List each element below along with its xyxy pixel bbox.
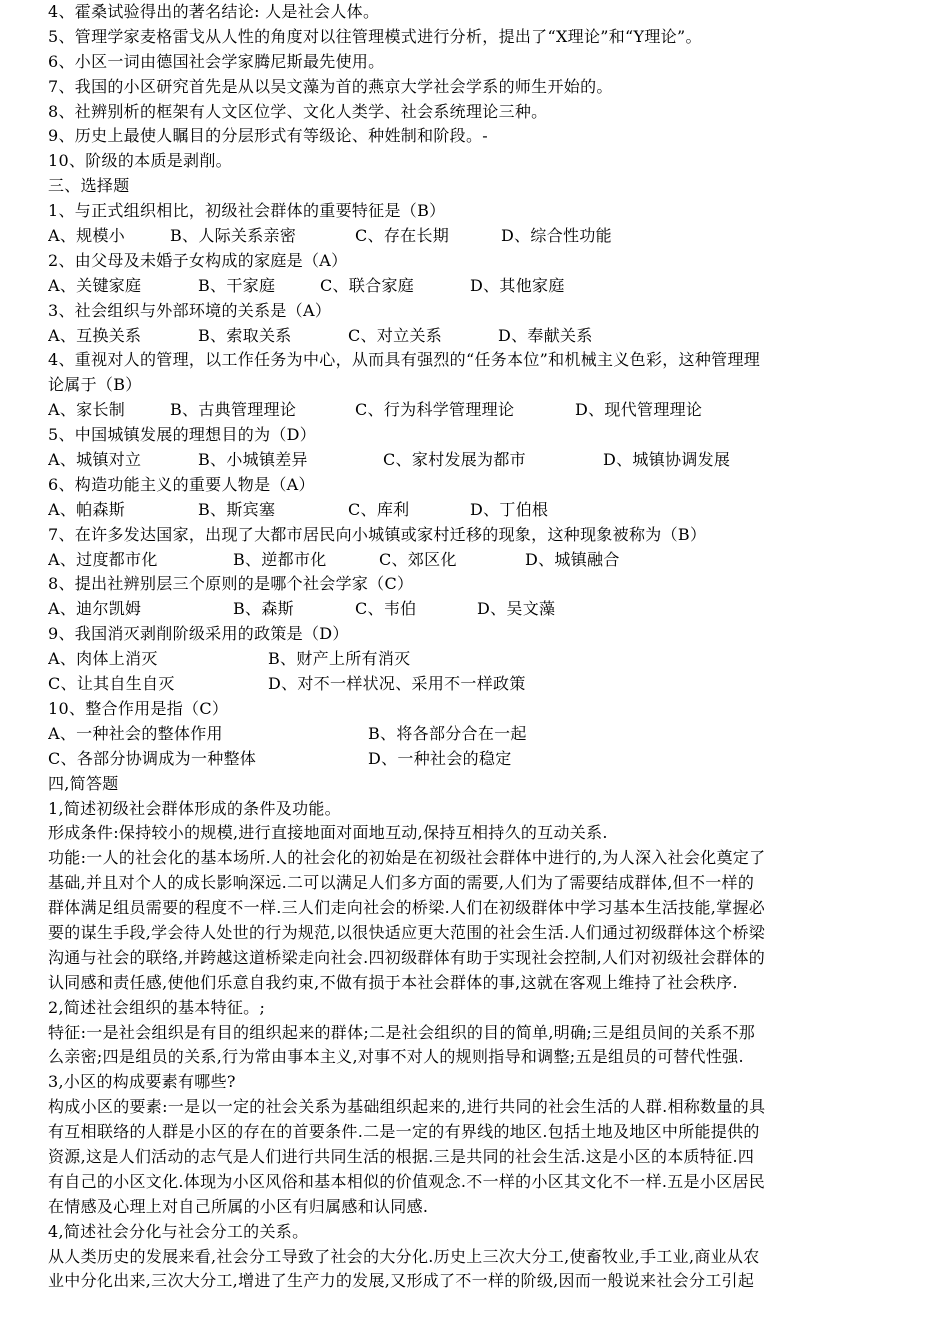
answer-line: 资源,这是人们活动的志气是人们进行共同生活的根据.三是共同的社会生活.这是小区的本质特征.四 bbox=[48, 1146, 755, 1166]
true-false-answers bbox=[48, 0, 902, 174]
question-text: 9、我国消灭剥削阶级采用的政策是（D） bbox=[48, 624, 349, 644]
question-text: 4、重视对人的管理，以工作任务为中心，从而具有强烈的“任务本位”和机械主义色彩，这种管理理 bbox=[48, 350, 761, 370]
answer-option: C、库利 bbox=[348, 499, 410, 519]
answer-option: D、城镇协调发展 bbox=[603, 450, 731, 470]
answer-option: B、森斯 bbox=[233, 599, 294, 619]
answer-line: 特征:一是社会组织是有目的组织起来的群体;二是社会组织的目的简单,明确;三是组员间的关系不那 bbox=[48, 1022, 756, 1042]
short-question-text: 2,简述社会组织的基本特征。; bbox=[48, 997, 266, 1017]
answer-option: C、各部分协调成为一种整体 bbox=[48, 748, 257, 768]
short-question-text: 1,简述初级社会群体形成的条件及功能。 bbox=[48, 798, 341, 818]
answer-option: C、对立关系 bbox=[348, 325, 443, 345]
option-row bbox=[48, 398, 902, 423]
option-row bbox=[48, 324, 902, 349]
answer-option: A、关键家庭 bbox=[48, 275, 142, 295]
answer-line: 从人类历史的发展来看,社会分工导致了社会的大分化.历史上三次大分工,使畜牧业,手工业,商业从农 bbox=[48, 1246, 760, 1266]
option-row bbox=[48, 647, 902, 672]
answer-option: B、将各部分合在一起 bbox=[368, 723, 527, 743]
answer-option: B、人际关系亲密 bbox=[170, 226, 297, 246]
answer-line: 沟通与社会的联络,并跨越这道桥梁走向社会.四初级群体有助于实现社会控制,人们对初级社会群体的 bbox=[48, 947, 766, 967]
answer-line: 构成小区的要素:一是以一定的社会关系为基础组织起来的,进行共同的社会生活的人群.相称数量的具 bbox=[48, 1097, 766, 1117]
answer-line: 认同感和责任感,使他们乐意自我约束,不做有损于本社会群体的事,这就在客观上维持了社会秩序. bbox=[48, 972, 738, 992]
answer-line: 基础,并且对个人的成长影响深远.二可以满足人们多方面的需要,人们为了需要结成群体,但不一样的 bbox=[48, 873, 755, 893]
answer-option: D、综合性功能 bbox=[501, 226, 612, 246]
question-text-continued: 论属于（B） bbox=[48, 375, 142, 395]
answer-option: A、过度都市化 bbox=[48, 549, 158, 569]
section-title-short-answer: 四,简答题 bbox=[48, 773, 119, 793]
answer-line: 有自己的小区文化.体现为小区风俗和基本相似的价值观念.不一样的小区其文化不一样.五是小区居民 bbox=[48, 1171, 766, 1191]
answer-option: B、逆都市化 bbox=[233, 549, 327, 569]
answer-option: B、干家庭 bbox=[198, 275, 276, 295]
option-row bbox=[48, 274, 902, 299]
answer-option: C、韦伯 bbox=[355, 599, 417, 619]
option-row bbox=[48, 672, 902, 697]
answer-line: 在情感及心理上对自己所属的小区有归属感和认同感. bbox=[48, 1196, 429, 1216]
answer-option: A、互换关系 bbox=[48, 325, 142, 345]
statement-line: 7、我国的小区研究首先是从以吴文藻为首的燕京大学社会学系的师生开始的。 bbox=[48, 76, 613, 96]
answer-option: C、郊区化 bbox=[379, 549, 457, 569]
answer-option: D、一种社会的稳定 bbox=[368, 748, 512, 768]
question-text: 3、社会组织与外部环境的关系是（A） bbox=[48, 300, 332, 320]
statement-line: 10、阶级的本质是剥削。 bbox=[48, 151, 232, 171]
question-text: 10、整合作用是指（C） bbox=[48, 698, 229, 718]
answer-option: A、帕森斯 bbox=[48, 499, 126, 519]
answer-option: D、吴文藻 bbox=[477, 599, 556, 619]
short-answer-questions bbox=[48, 797, 902, 1295]
answer-option: D、城镇融合 bbox=[525, 549, 620, 569]
answer-line: 功能:一人的社会化的基本场所.人的社会化的初始是在初级社会群体中进行的,为人深入社会化奠定了 bbox=[48, 848, 766, 868]
choice-questions bbox=[48, 199, 902, 771]
answer-option: C、让其自生自灭 bbox=[48, 674, 175, 694]
answer-option: B、财产上所有消灭 bbox=[268, 649, 411, 669]
question-text: 6、构造功能主义的重要人物是（A） bbox=[48, 474, 315, 494]
answer-option: D、其他家庭 bbox=[470, 275, 565, 295]
answer-line: 有互相联络的人群是小区的存在的首要条件.二是一定的有界线的地区.包括土地及地区中所能提供的 bbox=[48, 1122, 760, 1142]
answer-line: 业中分化出来,三次大分工,增进了生产力的发展,又形成了不一样的阶级,因而一般说来社会分工引起 bbox=[48, 1271, 755, 1291]
answer-option: D、对不一样状况、采用不一样政策 bbox=[268, 674, 526, 694]
option-row bbox=[48, 448, 902, 473]
answer-option: B、古典管理理论 bbox=[170, 400, 297, 420]
answer-option: B、索取关系 bbox=[198, 325, 292, 345]
question-text: 7、在许多发达国家，出现了大都市居民向小城镇或家村迁移的现象，这种现象被称为（B） bbox=[48, 524, 707, 544]
option-row bbox=[48, 548, 902, 573]
option-row bbox=[48, 224, 902, 249]
answer-option: A、城镇对立 bbox=[48, 450, 142, 470]
question-text: 2、由父母及未婚子女构成的家庭是（A） bbox=[48, 250, 348, 270]
question-text: 5、中国城镇发展的理想目的为（D） bbox=[48, 425, 317, 445]
answer-line: 形成条件:保持较小的规模,进行直接地面对面地互动,保持互相持久的互动关系. bbox=[48, 823, 608, 843]
answer-option: A、一种社会的整体作用 bbox=[48, 723, 223, 743]
answer-option: C、家村发展为都市 bbox=[383, 450, 526, 470]
answer-line: 么亲密;四是组员的关系,行为常由事本主义,对事不对人的规则指导和调整;五是组员的可替代性强. bbox=[48, 1047, 744, 1067]
option-row bbox=[48, 722, 902, 747]
statement-line: 9、历史上最使人瞩目的分层形式有等级论、种姓制和阶段。- bbox=[48, 126, 488, 146]
statement-line: 5、管理学家麦格雷戈从人性的角度对以往管理模式进行分析，提出了“X理论”和“Y理论”。 bbox=[48, 26, 702, 46]
answer-option: D、现代管理理论 bbox=[575, 400, 703, 420]
answer-line: 要的谋生手段,学会待人处世的行为规范,以很快适应更大范围的社会生活.人们通过初级群体这个桥梁 bbox=[48, 922, 766, 942]
statement-line: 8、社辨别析的框架有人文区位学、文化人类学、社会系统理论三种。 bbox=[48, 101, 548, 121]
question-text: 8、提出社辨别层三个原则的是哪个社会学家（C） bbox=[48, 574, 414, 594]
answer-option: C、联合家庭 bbox=[320, 275, 415, 295]
answer-option: A、迪尔凯姆 bbox=[48, 599, 142, 619]
answer-option: B、小城镇差异 bbox=[198, 450, 308, 470]
answer-option: C、存在长期 bbox=[355, 226, 450, 246]
answer-option: B、斯宾塞 bbox=[198, 499, 276, 519]
short-question-text: 4,简述社会分化与社会分工的关系。 bbox=[48, 1221, 309, 1241]
answer-option: A、规模小 bbox=[48, 226, 126, 246]
question-text: 1、与正式组织相比，初级社会群体的重要特征是（B） bbox=[48, 201, 446, 221]
answer-option: C、行为科学管理理论 bbox=[355, 400, 515, 420]
answer-option: A、肉体上消灭 bbox=[48, 649, 158, 669]
statement-line: 6、小区一词由德国社会学家腾尼斯最先使用。 bbox=[48, 51, 385, 71]
answer-option: D、奉献关系 bbox=[498, 325, 593, 345]
section-title-choice: 三、选择题 bbox=[48, 176, 130, 196]
option-row bbox=[48, 747, 902, 772]
answer-option: A、家长制 bbox=[48, 400, 126, 420]
answer-option: D、丁伯根 bbox=[470, 499, 549, 519]
short-question-text: 3,小区的构成要素有哪些? bbox=[48, 1072, 236, 1092]
answer-line: 群体满足组员需要的程度不一样.三人们走向社会的桥梁.人们在初级群体中学习基本生活技能,掌握必 bbox=[48, 898, 766, 918]
option-row bbox=[48, 498, 902, 523]
statement-line: 4、霍桑试验得出的著名结论: 人是社会人体。 bbox=[48, 2, 380, 21]
option-row bbox=[48, 597, 902, 622]
